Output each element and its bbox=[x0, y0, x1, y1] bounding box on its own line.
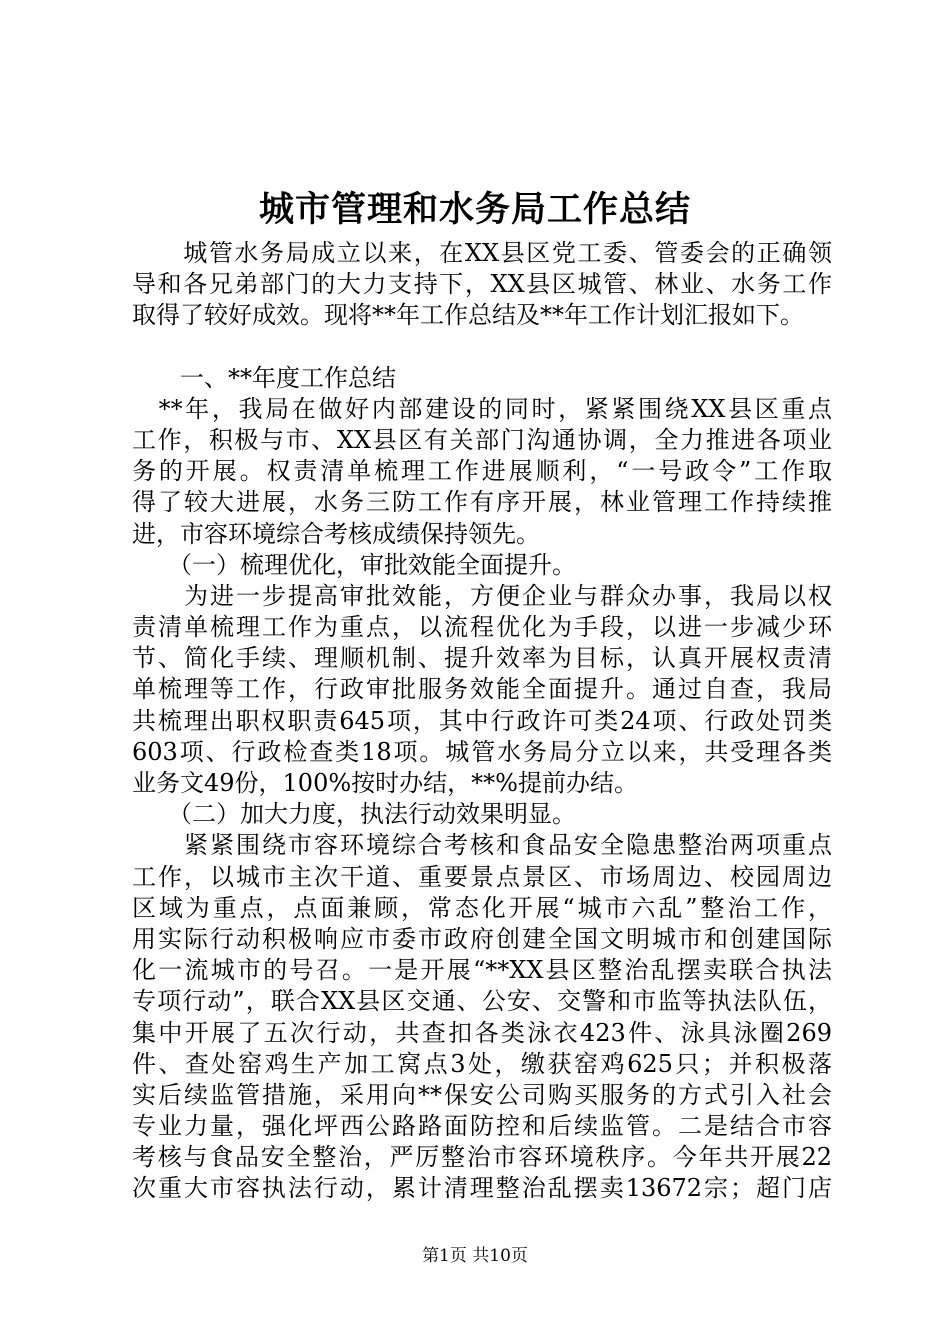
enforcement-paragraph bbox=[132, 830, 832, 1204]
text-line: 共梳理出职权职责645项，其中行政许可类24项、行政处罚类 bbox=[132, 706, 832, 735]
text-line: **年，我局在做好内部建设的同时，紧紧围绕XX县区重点 bbox=[132, 394, 832, 423]
section-heading-1 bbox=[132, 363, 832, 394]
text-line: 务的开展。权责清单梳理工作进展顺利，“一号政令”工作取 bbox=[132, 457, 832, 486]
text-line: 专项行动”，联合XX县区交通、公安、交警和市监等执法队伍， bbox=[132, 987, 832, 1016]
text-line: 专业力量，强化坪西公路路面防控和后续监管。二是结合市容 bbox=[132, 1112, 832, 1141]
text-line: （一）梳理优化，审批效能全面提升。 bbox=[132, 550, 576, 579]
text-line: 次重大市容执法行动，累计清理整治乱摆卖13672宗；超门店 bbox=[132, 1174, 832, 1203]
document-body bbox=[132, 238, 832, 1205]
text-line: 导和各兄弟部门的大力支持下，XX县区城管、林业、水务工作 bbox=[132, 270, 832, 299]
text-line: 节、简化手续、理顺机制、提升效率为目标，认真开展权责清 bbox=[132, 644, 832, 673]
text-line: 业务文49份，100%按时办结，**%提前办结。 bbox=[132, 769, 638, 797]
text-line: （二）加大力度，执法行动效果明显。 bbox=[132, 800, 576, 829]
text-line: 件、查处窑鸡生产加工窝点3处，缴获窑鸡625只；并积极落 bbox=[132, 1049, 832, 1078]
text-line: 得了较大进展，水务三防工作有序开展，林业管理工作持续推 bbox=[132, 488, 832, 517]
text-line: 进，市容环境综合考核成绩保持领先。 bbox=[132, 519, 540, 548]
text-line: 区域为重点，点面兼顾，常态化开展“城市六乱”整治工作， bbox=[132, 893, 832, 922]
text-line: 为进一步提高审批效能，方便企业与群众办事，我局以权 bbox=[132, 581, 832, 610]
text-line: 紧紧围绕市容环境综合考核和食品安全隐患整治两项重点 bbox=[132, 831, 832, 860]
text-line: 一、**年度工作总结 bbox=[132, 363, 396, 392]
document-title: 城市管理和水务局工作总结 bbox=[258, 189, 691, 230]
approval-paragraph bbox=[132, 581, 832, 799]
text-line: 用实际行动积极响应市委市政府创建全国文明城市和创建国际 bbox=[132, 924, 832, 953]
text-line: 实后续监管措施，采用向**保安公司购买服务的方式引入社会 bbox=[132, 1080, 832, 1109]
page-footer: 第1页 共10页 bbox=[422, 1246, 528, 1266]
text-line: 取得了较好成效。现将**年工作总结及**年工作计划汇报如下。 bbox=[132, 301, 804, 330]
summary-paragraph bbox=[132, 394, 832, 550]
subheading-1 bbox=[132, 550, 832, 581]
text-line: 责清单梳理工作为重点，以流程优化为手段，以进一步减少环 bbox=[132, 613, 832, 642]
text-line: 工作，以城市主次干道、重要景点景区、市场周边、校园周边 bbox=[132, 862, 832, 891]
text-line: 城管水务局成立以来，在XX县区党工委、管委会的正确领 bbox=[132, 239, 832, 267]
text-line: 工作，积极与市、XX县区有关部门沟通协调，全力推进各项业 bbox=[132, 425, 832, 454]
text-line: 单梳理等工作，行政审批服务效能全面提升。通过自查，我局 bbox=[132, 675, 832, 704]
text-line: 化一流城市的号召。一是开展“**XX县区整治乱摆卖联合执法 bbox=[132, 956, 832, 985]
text-line: 集中开展了五次行动，共查扣各类泳衣423件、泳具泳圈269 bbox=[132, 1018, 832, 1047]
text-line: 603项、行政检查类18项。城管水务局分立以来，共受理各类 bbox=[132, 737, 832, 766]
intro-paragraph bbox=[132, 238, 832, 332]
text-line: 考核与食品安全整治，严厉整治市容环境秩序。今年共开展22 bbox=[132, 1143, 832, 1172]
subheading-2 bbox=[132, 799, 832, 830]
paragraph-gap bbox=[132, 332, 832, 363]
